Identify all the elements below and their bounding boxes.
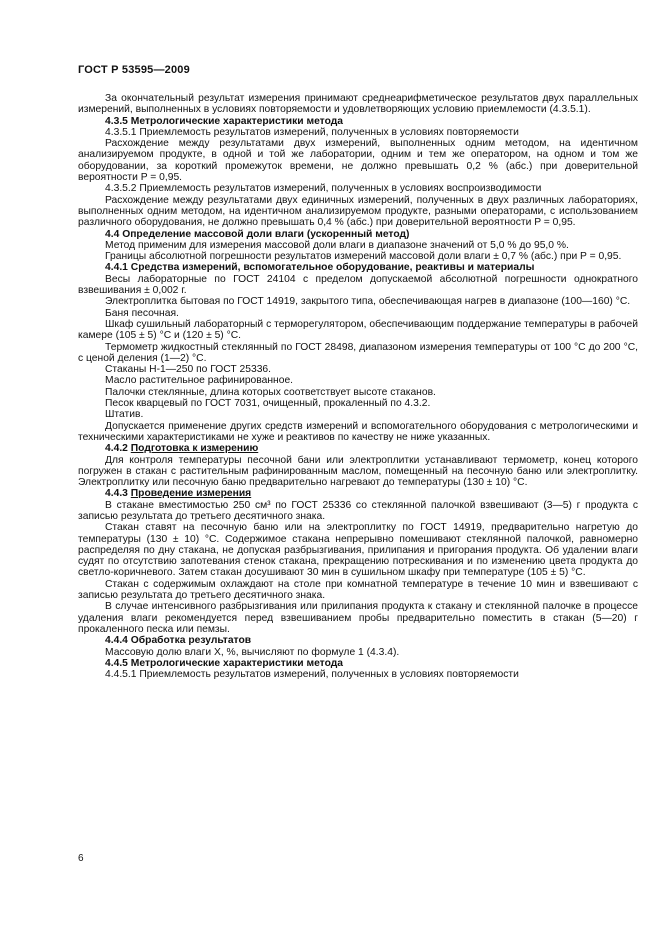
paragraph: Для контроля температуры песочной бани или электроплитки устанавливают термометр, конец которого погружен в стакан с растительным рафинированным маслом, помещенный на песочную баню или электроплитку. Электроплитку или песочную баню предварительно нагревают до температуры (130 ± 10) °С.	[78, 454, 638, 489]
section-title: Проведение измерения	[130, 488, 252, 500]
paragraph: Песок кварцевый по ГОСТ 7031, очищенный, прокаленный по 4.3.2.	[105, 398, 431, 410]
paragraph: Электроплитка бытовая по ГОСТ 14919, закрытого типа, обеспечивающая нагрев в диапазоне (100—160) °С.	[105, 296, 631, 308]
section-title: Определение массовой доли влаги (ускоренный метод)	[122, 228, 410, 240]
section-title: Подготовка к измерению	[130, 443, 259, 455]
paragraph: Допускается применение других средств измерений и вспомогательного оборудования с метрологическими и техническими характеристиками не хуже и реактивов по качеству не ниже указанных.	[78, 420, 638, 443]
section-number: 4.4	[105, 228, 120, 240]
section-number: 4.4.3	[105, 488, 128, 500]
document-body	[78, 93, 638, 680]
section-number: 4.4.1	[105, 262, 128, 274]
document-header: ГОСТ Р 53595—2009	[78, 64, 190, 76]
section-heading	[78, 229, 638, 240]
paragraph: Границы абсолютной погрешности результатов измерений массовой доли влаги ± 0,7 % (абс.) при P = 0,95.	[105, 251, 622, 263]
section-heading	[78, 488, 638, 499]
section-number: 4.4.5	[105, 657, 128, 669]
paragraph: Расхождение между результатами двух единичных измерений, полученных в двух различных лабораториях, выполненных одним методом, на идентичном анализируемом продукте, разными операторами, с использованием различного оборудования, не должно превышать 0,4 % (абс.) при доверительной вероятности P = 0,95.	[78, 194, 638, 229]
section-number: 4.4.4	[105, 635, 128, 647]
paragraph: Штатив.	[105, 409, 144, 421]
paragraph: 4.4.5.1 Приемлемость результатов измерений, полученных в условиях повторяемости	[105, 669, 519, 681]
section-title: Метрологические характеристики метода	[130, 115, 343, 127]
paragraph: Расхождение между результатами двух измерений, выполненных одним методом, на идентичном анализируемом продукте, в одной и той же лаборатории, одним и тем же оператором, на одном и том же оборудовании, за короткий промежуток времени, не должно превышать 0,2 % (абс.) при доверительной вероятности P = 0,95.	[78, 138, 638, 184]
paragraph: Метод применим для измерения массовой доли влаги в диапазоне значений от 5,0 % до 95,0 %.	[105, 239, 569, 251]
paragraph: Стакан ставят на песочную баню или на электроплитку по ГОСТ 14919, предварительно нагретую до температуры (130 ± 10) °С. Содержимое стакана непрерывно помешивают стеклянной палочкой, равномерно распределяя по дну стакана, не допуская разбрызгивания, прилипания и пригорания продукта. Об удалении влаги судят по отсутствию запотевания стенок стакана, прекращению потрескивания и по изменению цвета продукта до светло-коричневого. Затем стакан досушивают 30 мин в сушильном шкафу при температуре (105 ± 5) °С.	[78, 522, 638, 579]
section-number: 4.3.5	[105, 115, 128, 127]
paragraph: Весы лабораторные по ГОСТ 24104 с пределом допускаемой абсолютной погрешности однократного взвешивания ± 0,002 г.	[78, 273, 638, 297]
paragraph: 4.3.5.1 Приемлемость результатов измерений, полученных в условиях повторяемости	[105, 126, 519, 138]
paragraph: 4.3.5.2 Приемлемость результатов измерений, полученных в условиях воспроизводимости	[105, 183, 542, 195]
paragraph: В случае интенсивного разбрызгивания или прилипания продукта к стакану и стеклянной палочке в процессе удаления влаги рекомендуется перед взвешиванием пробы предварительно поместить в стакан (5—20) г прокаленного песка или пемзы.	[78, 601, 638, 635]
section-title: Средства измерений, вспомогательное оборудование, реактивы и материалы	[130, 262, 535, 274]
paragraph: В стакане вместимостью 250 см³ по ГОСТ 25336 со стеклянной палочкой взвешивают (3—5) г продукта с записью результата до третьего десятичного знака.	[78, 499, 638, 522]
paragraph: Масло растительное рафинированное.	[105, 375, 294, 387]
page-number: 6	[78, 853, 84, 864]
paragraph: Стаканы Н-1—250 по ГОСТ 25336.	[105, 364, 272, 376]
paragraph: Баня песочная.	[105, 307, 179, 319]
section-title: Метрологические характеристики метода	[130, 657, 343, 669]
section-heading	[78, 635, 638, 646]
section-heading	[78, 658, 638, 669]
paragraph: Стакан с содержимым охлаждают на столе при комнатной температуре в течение 10 мин и взвешивают с записью результата до третьего десятичного знака.	[78, 578, 638, 602]
paragraph: Палочки стеклянные, длина которых соответствует высоте стаканов.	[105, 386, 436, 398]
section-heading	[78, 116, 638, 127]
paragraph: Шкаф сушильный лабораторный с терморегулятором, обеспечивающим поддержание температуры в рабочей камере (105 ± 5) °С и (120 ± 5) °С.	[78, 318, 638, 342]
section-title: Обработка результатов	[130, 635, 252, 647]
section-heading	[78, 262, 638, 273]
section-number: 4.4.2	[105, 443, 128, 455]
section-heading	[78, 443, 638, 454]
paragraph: Термометр жидкостный стеклянный по ГОСТ 28498, диапазоном измерения температуры от 100 °С до 200 °С, с ценой деления (1—2) °С.	[78, 341, 638, 364]
paragraph: За окончательный результат измерения принимают среднеарифметическое результатов двух параллельных измерений, выполненных в условиях повторяемости и удовлетворяющих условию приемлемости (4.3.5.1).	[78, 93, 638, 116]
paragraph: Массовую долю влаги X, %, вычисляют по формуле 1 (4.3.4).	[105, 646, 400, 658]
